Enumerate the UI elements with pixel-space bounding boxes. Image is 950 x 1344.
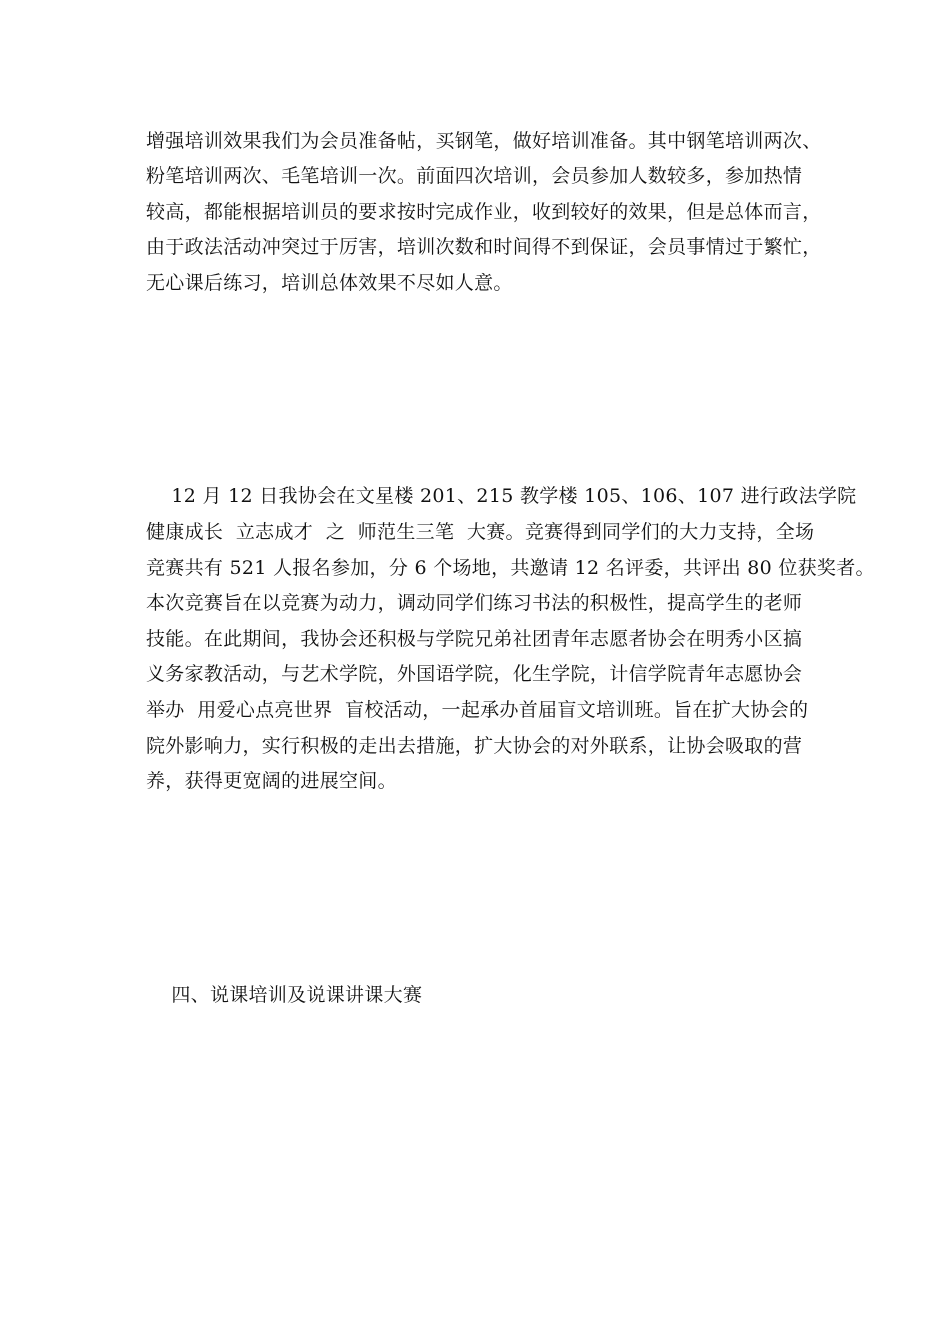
text-line: 养，获得更宽阔的进展空间。 <box>146 770 397 792</box>
text-line: 本次竞赛旨在以竞赛为动力，调动同学们练习书法的积极性，提高学生的老师 <box>146 592 803 614</box>
text-line: 12 月 12 日我协会在文星楼 201、215 教学楼 105、106、107 进行政法学院 <box>146 485 857 507</box>
text-line: 无心课后练习，培训总体效果不尽如人意。 <box>146 272 513 294</box>
text-line: 增强培训效果我们为会员准备帖，买钢笔，做好培训准备。其中钢笔培训两次、 <box>146 130 822 152</box>
text-line: 举办 用爱心点亮世界 盲校活动，一起承办首届盲文培训班。旨在扩大协会的 <box>146 699 809 721</box>
text-line: 粉笔培训两次、毛笔培训一次。前面四次培训，会员参加人数较多，参加热情 <box>146 165 803 187</box>
text-line: 较高，都能根据培训员的要求按时完成作业，收到较好的效果，但是总体而言， <box>146 201 822 223</box>
text-line: 技能。在此期间，我协会还积极与学院兄弟社团青年志愿者协会在明秀小区搞 <box>146 628 803 650</box>
text-line: 健康成长 立志成才 之 师范生三笔 大赛。竞赛得到同学们的大力支持，全场 <box>146 521 815 543</box>
section-heading: 四、说课培训及说课讲课大赛 <box>146 984 423 1006</box>
text-line: 院外影响力，实行积极的走出去措施，扩大协会的对外联系，让协会吸取的营 <box>146 735 803 757</box>
text-line: 义务家教活动，与艺术学院，外国语学院，化生学院，计信学院青年志愿协会 <box>146 663 803 685</box>
text-line: 竞赛共有 521 人报名参加，分 6 个场地，共邀请 12 名评委，共评出 80 位获奖者。 <box>146 557 875 579</box>
text-line: 由于政法活动冲突过于厉害，培训次数和时间得不到保证，会员事情过于繁忙， <box>146 236 822 258</box>
